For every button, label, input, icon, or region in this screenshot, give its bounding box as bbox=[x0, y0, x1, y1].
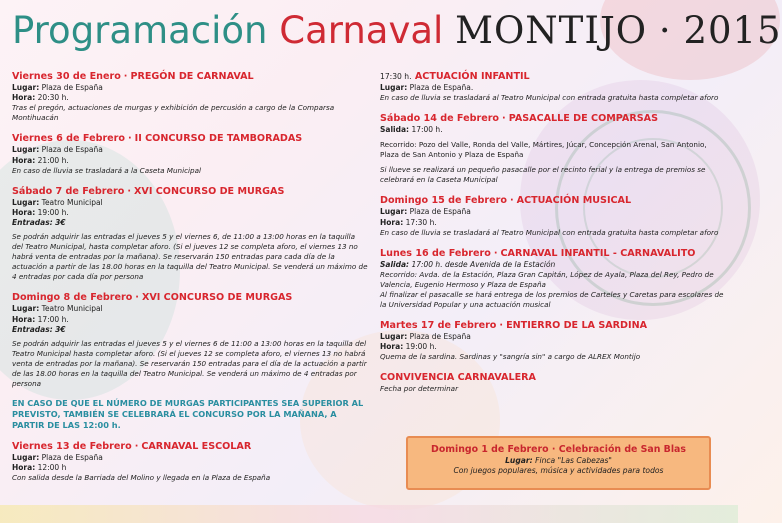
event-tamboradas: Viernes 6 de Febrero · II CONCURSO DE TAMBORADAS Lugar: Plaza de España Hora: 21:00 h. En caso de lluvia se trasladará a la Caseta Municipal bbox=[12, 132, 368, 175]
san-blas-box: Domingo 1 de Febrero · Celebración de San Blas Lugar: Finca "Las Cabezas" Con juegos populares, música y actividades para todos bbox=[406, 436, 711, 490]
page-title bbox=[12, 2, 782, 60]
event-heading: Viernes 30 de Enero · PREGÓN DE CARNAVAL bbox=[12, 71, 254, 82]
title-montijo: MONTIJO bbox=[455, 9, 648, 52]
event-convivencia bbox=[380, 371, 726, 394]
event-heading: Domingo 8 de Febrero · XVI CONCURSO DE MURGAS bbox=[12, 292, 293, 304]
event-pregon: Viernes 30 de Enero · PREGÓN DE CARNAVAL Lugar: Plaza de España Hora: 20:30 h. Tras el pregón, actuaciones de murgas y exhibición de percusión a cargo de la Comparsa Montihuacán bbox=[12, 70, 368, 123]
event-note: Al finalizar el pasacalle se hará entrega de los premios de Carteles y Caretas para escolares de la Universidad Popular y una actuación musical bbox=[380, 290, 724, 310]
decorative-strip bbox=[0, 505, 738, 523]
event-heading: Sábado 14 de Febrero · PASACALLE DE COMPARSAS bbox=[380, 113, 658, 125]
event-note: En caso de lluvia se trasladará al Teatro Municipal con entrada gratuita hasta completar aforo bbox=[380, 227, 719, 237]
event-pasacalle: Sábado 14 de Febrero · PASACALLE DE COMPARSAS Salida: 17:00 h. Recorrido: Pozo del Valle, Ronda del Valle, Mártires, Júcar, Concepción Arenal, San Antonio, Plaza de San Antonio y Plaza de España Si llueve se realizará un pequeño pasacalle por el recinto ferial y la entrega de premios se celebrará en la Caseta Municipal bbox=[380, 112, 726, 185]
event-route: Recorrido: Avda. de la Estación, Plaza Gran Capitán, López de Ayala, Plaza del Rey, Pedro de Valencia, Eugenio Hermoso y Plaza de España bbox=[380, 270, 714, 290]
event-actuacion-musical: Domingo 15 de Febrero · ACTUACIÓN MUSICAL Lugar: Plaza de España Hora: 17:30 h. En caso de lluvia se trasladará al Teatro Municipal con entrada gratuita hasta completar aforo bbox=[380, 194, 726, 237]
title-programacion: Programación bbox=[12, 9, 268, 52]
event-note: Si llueve se realizará un pequeño pasacalle por el recinto ferial y la entrega de premios se celebrará en la Caseta Municipal bbox=[380, 165, 706, 185]
event-note: Fecha por determinar bbox=[380, 384, 459, 394]
event-murgas-domingo: Domingo 8 de Febrero · XVI CONCURSO DE MURGAS Lugar: Teatro Municipal Hora: 17:00 h. Entradas: 3€ Se podrán adquirir las entradas el jueves 5 y el viernes 6 de 11:00 a 13:00 horas en la taquilla del Teatro Municipal hasta completar aforo. (Si el jueves 12 se completa aforo, el viernes 13 no habrá venta de entradas por la mañana). Se reservarán 150 entradas para el día de la actuación a partir de las 18.00 horas en la taquilla del Teatro Municipal. Se venderá un máximo de 4 entradas por persona bbox=[12, 292, 367, 389]
event-carnaval-escolar: Viernes 13 de Febrero · CARNAVAL ESCOLAR Lugar: Plaza de España Hora: 12:00 h Con salida desde la Barriada del Molino y llegada en la Plaza de España bbox=[12, 440, 368, 483]
box-heading: Domingo 1 de Febrero · Celebración de San Blas bbox=[431, 444, 686, 455]
event-note: Con salida desde la Barriada del Molino y llegada en la Plaza de España bbox=[12, 473, 271, 483]
left-column bbox=[12, 70, 368, 492]
event-heading: Domingo 15 de Febrero · ACTUACIÓN MUSICAL bbox=[380, 195, 632, 207]
event-heading: Sábado 7 de Febrero · XVI CONCURSO DE MURGAS bbox=[12, 185, 285, 197]
event-carnavalito: Lunes 16 de Febrero · CARNAVAL INFANTIL - CARNAVALITO Salida: 17:00 h. desde Avenida de la Estación Recorrido: Avda. de la Estación, Plaza Gran Capitán, López de Ayala, Plaza del Rey, Pedro de Valencia, Eugenio Hermoso y Plaza de España Al finalizar el pasacalle se hará entrega de los premios de Carteles y Caretas para escolares de la Universidad Popular y una actuación musical bbox=[380, 247, 726, 310]
title-year: 2015 bbox=[683, 9, 782, 52]
event-heading: 17:30 h. ACTUACIÓN INFANTIL bbox=[380, 71, 530, 82]
event-note: Se podrán adquirir las entradas el jueves 5 y el viernes 6, de 11:00 a 13:00 horas en la taquilla del Teatro Municipal, hasta completar aforo. (Si el jueves 12 se completa aforo, el viernes 13 no habrá venta de entradas por la mañana). Se reservarán 150 entradas para cada día de la actuación a partir de las 18.00 horas en la taquilla del Teatro Municipal. Se venderá un máximo de 4 entradas por cada día por persona bbox=[12, 232, 368, 282]
event-note: Se podrán adquirir las entradas el jueves 5 y el viernes 6 de 11:00 a 13:00 horas en la taquilla del Teatro Municipal hasta completar aforo. (Si el jueves 12 se completa aforo, el viernes 13 no habrá venta de entradas por la mañana). Se reservarán 150 entradas para el día de la actuación a partir de las 18.00 horas en la taquilla del Teatro Municipal. Se venderá un máximo de 4 entradas por persona bbox=[12, 339, 367, 389]
event-heading: Martes 17 de Febrero · ENTIERRO DE LA SARDINA bbox=[380, 320, 648, 332]
event-heading: Viernes 6 de Febrero · II CONCURSO DE TAMBORADAS bbox=[12, 133, 303, 145]
box-note: Con juegos populares, música y actividades para todos bbox=[453, 466, 664, 475]
event-actuacion-infantil: 17:30 h. ACTUACIÓN INFANTIL Lugar: Plaza de España. En caso de lluvia se trasladará al Teatro Municipal con entrada gratuita hasta completar aforo bbox=[380, 70, 726, 103]
alert-notice: EN CASO DE QUE EL NÚMERO DE MURGAS PARTICIPANTES SEA SUPERIOR AL PREVISTO, TAMBIÉN SE CELEBRARÁ EL CONCURSO POR LA MAÑANA, A PARTIR DE LAS 12:00 h. bbox=[12, 398, 364, 431]
event-route: Recorrido: Pozo del Valle, Ronda del Valle, Mártires, Júcar, Concepción Arenal, San Antonio, Plaza de San Antonio y Plaza de España bbox=[380, 140, 707, 160]
event-murgas-sabado: Sábado 7 de Febrero · XVI CONCURSO DE MURGAS Lugar: Teatro Municipal Hora: 19:00 h. Entradas: 3€ Se podrán adquirir las entradas el jueves 5 y el viernes 6, de 11:00 a 13:00 horas en la taquilla del Teatro Municipal, hasta completar aforo. (Si el jueves 12 se completa aforo, el viernes 13 no habrá venta de entradas por la mañana). Se reservarán 150 entradas para cada día de la actuación a partir de las 18.00 horas en la taquilla del Teatro Municipal. Se venderá un máximo de 4 entradas por cada día por persona bbox=[12, 185, 368, 282]
event-heading: CONVIVENCIA CARNAVALERA bbox=[380, 372, 536, 384]
event-note: Tras el pregón, actuaciones de murgas y exhibición de percusión a cargo de la Comparsa Montihuacán bbox=[12, 103, 335, 123]
title-carnaval: Carnaval bbox=[279, 9, 444, 52]
event-entierro-sardina: Martes 17 de Febrero · ENTIERRO DE LA SARDINA Lugar: Plaza de España Hora: 19:00 h. Quema de la sardina. Sardinas y "sangría sin" a cargo de ALREX Montijo bbox=[380, 319, 726, 362]
event-note: En caso de lluvia se trasladará al Teatro Municipal con entrada gratuita hasta completar aforo bbox=[380, 93, 719, 103]
title-separator: · bbox=[658, 9, 672, 52]
right-column bbox=[380, 70, 726, 403]
event-note: En caso de lluvia se trasladará a la Caseta Municipal bbox=[12, 165, 202, 175]
event-heading: Lunes 16 de Febrero · CARNAVAL INFANTIL - CARNAVALITO bbox=[380, 247, 696, 259]
event-note: Quema de la sardina. Sardinas y "sangría sin" a cargo de ALREX Montijo bbox=[380, 352, 641, 362]
event-heading: Viernes 13 de Febrero · CARNAVAL ESCOLAR bbox=[12, 441, 252, 453]
